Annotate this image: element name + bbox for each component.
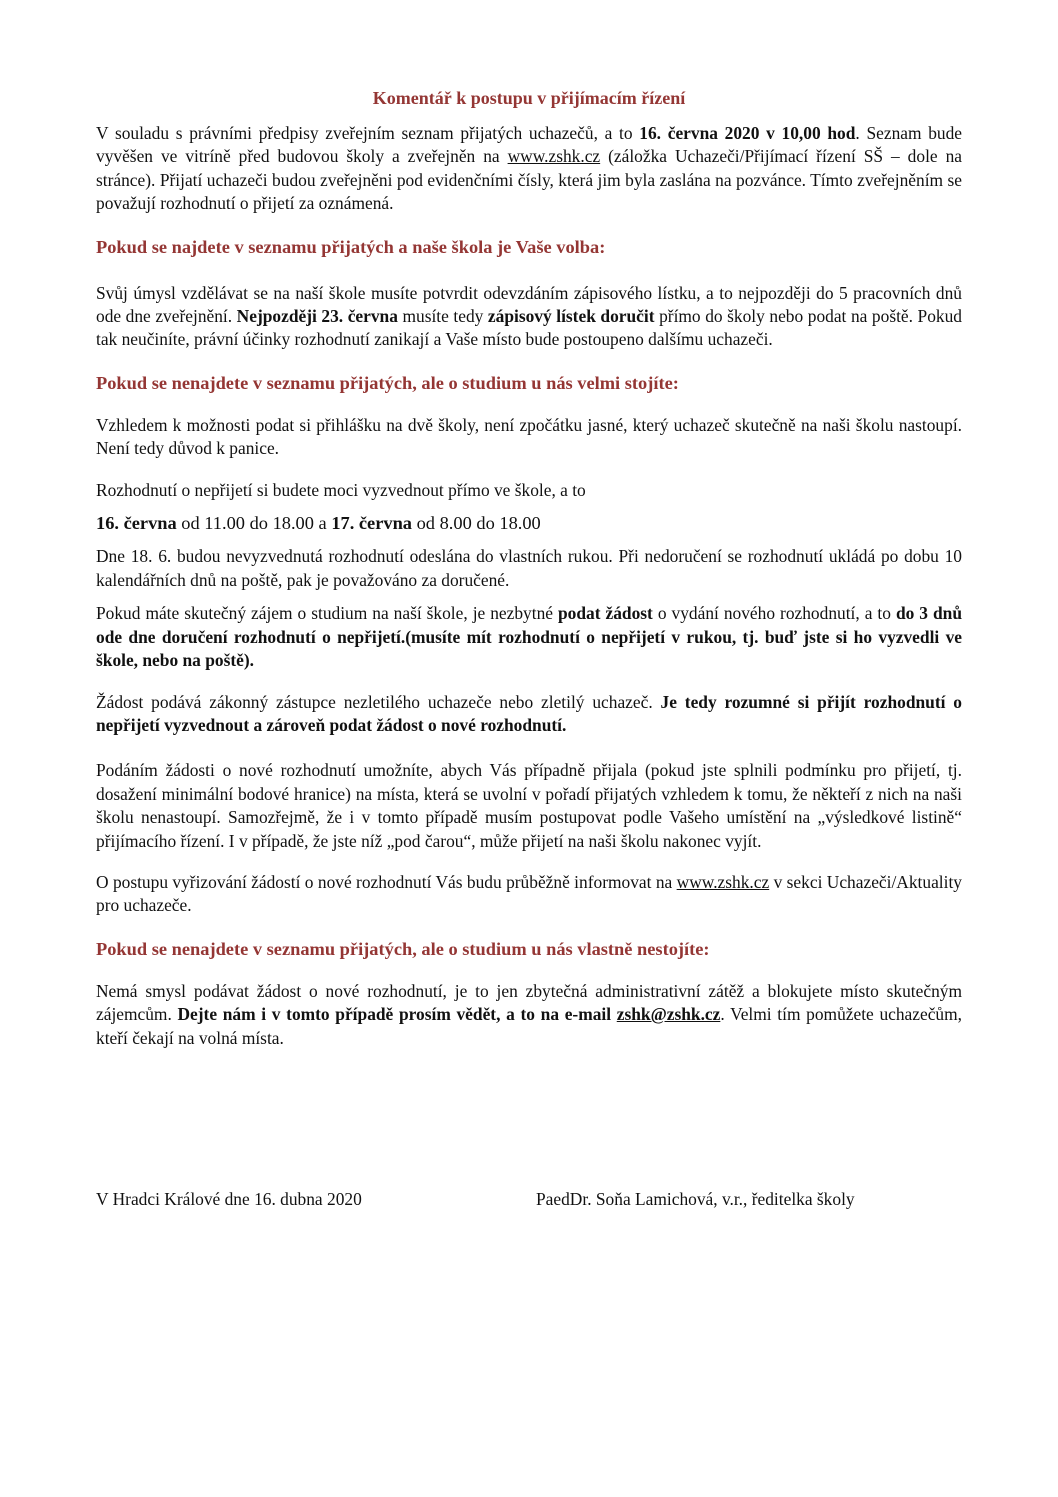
section-heading-not-accepted-interested: Pokud se nenajdete v seznamu přijatých, ale o studium u nás velmi stojíte: (96, 372, 679, 393)
info-text-1: O postupu vyřizování žádostí o nové rozhodnutí Vás budu průběžně informovat na (96, 871, 677, 892)
pickup-dates (96, 512, 962, 535)
intro-text-3: (záložka Uchazeči/Přijímací řízení SŠ – dole na stránce). Přijatí uchazeči budou zveřejněni pod evidenčními čísly, která jim byla zaslána na pozvánce. Tímto zveřejněním se považují rozhodnutí o přijetí za oznámená. (96, 146, 962, 214)
deadline-date: Nejpozději 23. června (236, 306, 398, 327)
enrollment-form-note: zápisový lístek doručit (487, 306, 655, 327)
not-interested-text-2: . Velmi tím pomůžete uchazečům, kteří čekají na volná místa. (96, 1004, 962, 1048)
applicant-text: Žádost podává zákonný zástupce nezletilého uchazeče nebo zletilý uchazeč. (96, 691, 661, 712)
email-link[interactable]: zshk@zshk.cz (616, 1004, 721, 1025)
pickup-time-1: od 11.00 do 18.00 a (176, 513, 332, 534)
pickup-time-2: od 8.00 do 18.00 (412, 513, 541, 534)
accepted-text-2: musíte tedy (397, 306, 488, 327)
intro-text-1: V souladu s právními předpisy zveřejním seznam přijatých uchazečů, a to (96, 123, 640, 143)
document-title: Komentář k postupu v přijímacím řízení (372, 88, 686, 108)
not-accepted-paragraph-4: Dne 18. 6. budou nevyzvednutá rozhodnutí odeslána do vlastních rukou. Při nedoručení se rozhodnutí ukládá po dobu 10 kalendářních dnů na poště, pak je považováno za doručené. (96, 546, 962, 590)
pickup-date-2: 17. června (331, 513, 413, 534)
request-deadline: do 3 dnů ode dne doručení rozhodnutí o nepřijetí.(musíte mít rozhodnutí o nepřijetí v rukou, tj. buď jste si ho vyzvedli ve škole, nebo na poště). (96, 603, 962, 671)
not-interested-bold: Dejte nám i v tomto případě prosím vědět, a to na e-mail (177, 1004, 617, 1025)
accepted-text-1: Svůj úmysl vzdělávat se na naší škole musíte potvrdit odevzdáním zápisového lístku, a to nejpozději do 5 pracovních dnů ode dne zveřejnění. (96, 282, 962, 327)
not-interested-paragraph (96, 980, 962, 1050)
intro-text-2: . Seznam bude vyvěšen ve vitríně před budovou školy a zveřejněn na (96, 123, 963, 167)
not-accepted-paragraph-8 (96, 871, 962, 918)
not-accepted-paragraph-6 (96, 691, 962, 738)
publication-date: 16. června 2020 v 10,00 hod (639, 123, 856, 143)
not-interested-text-1: Nemá smysl podávat žádost o nové rozhodnutí, je to jen zbytečná administrativní zátěž a blokujete místo skutečným zájemcům. (96, 980, 962, 1025)
request-bold-1: podat žádost (558, 603, 653, 624)
intro-paragraph (96, 122, 962, 216)
website-link-2[interactable]: www.zshk.cz (676, 871, 770, 892)
not-accepted-paragraph-7: Podáním žádosti o nové rozhodnutí umožníte, abych Vás případně přijala (pokud jste splnili podmínku pro přijetí, tj. dosažení minimální bodové hranice) na místa, která se uvolní v pořadí přijatých vzhledem k tomu, že někteří z nich na naši školu nenastoupí. Samozřejmě, že i v tomto případě musím postupovat podle Vašeho umístění na „výsledkové listině“ přijímacího řízení. I v případě, že jste níž „pod čarou“, může přijetí na naši školu nakonec vyjít. (96, 760, 962, 851)
not-accepted-paragraph-5 (96, 602, 962, 672)
signature: PaedDr. Soňa Lamichová, v.r., ředitelka školy (536, 1189, 855, 1209)
request-text-2: o vydání nového rozhodnutí, a to (652, 603, 896, 624)
accepted-text-3: přímo do školy nebo podat na poště. Pokud tak neučiníte, právní účinky rozhodnutí zanikají a Vaše místo bude postoupeno dalšímu uchazeči. (96, 306, 962, 350)
request-text-1: Pokud máte skutečný zájem o studium na naší škole, je nezbytné (96, 603, 558, 624)
section-heading-not-interested: Pokud se nenajdete v seznamu přijatých, ale o studium u nás vlastně nestojíte: (96, 938, 710, 959)
not-accepted-paragraph-2: Rozhodnutí o nepřijetí si budete moci vyzvednout přímo ve škole, a to (96, 479, 586, 500)
accepted-paragraph (96, 282, 962, 352)
not-accepted-paragraph-1: Vzhledem k možnosti podat si přihlášku na dvě školy, není zpočátku jasné, který uchazeč skutečně na naši školu nastoupí. Není tedy důvod k panice. (96, 414, 962, 459)
info-text-2: v sekci Uchazeči/Aktuality pro uchazeče. (96, 871, 962, 916)
document-body (96, 86, 962, 1050)
website-link[interactable]: www.zshk.cz (507, 146, 601, 167)
applicant-advice: Je tedy rozumné si přijít rozhodnutí o nepřijetí vyzvednout a zároveň podat žádost o nové rozhodnutí. (96, 691, 962, 735)
place-and-date: V Hradci Králové dne 16. dubna 2020 (96, 1189, 362, 1209)
section-heading-accepted: Pokud se najdete v seznamu přijatých a naše škola je Vaše volba: (96, 236, 606, 257)
pickup-date-1: 16. června (96, 513, 177, 534)
